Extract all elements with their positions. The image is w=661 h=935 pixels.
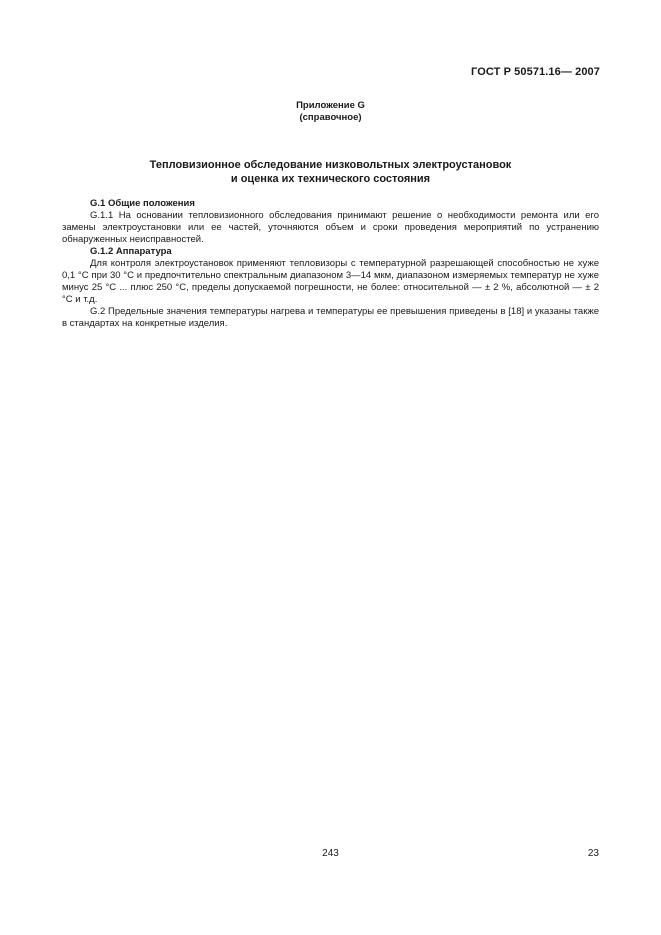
- appendix-heading: [0, 100, 661, 124]
- appendix-title-line-1: Тепловизионное обследование низковольтных электроустановок: [149, 159, 512, 171]
- appendix-note: (справочное): [299, 112, 362, 123]
- appendix-label: Приложение G: [296, 100, 365, 111]
- document-body: [62, 198, 599, 330]
- page-number-right: 23: [587, 848, 599, 859]
- paragraph-g1-2: Для контроля электроустановок применяют тепловизоры с температурной разрешающей способностью не хуже 0,1 °С при 30 °С и предпочтительно спектральным диапазоном 3—14 мкм, диапазоном измеряемых температур не хуже минус 25 °С ... плюс 250 °С, пределы допускаемой погрешности, не более: относительной — ± 2 %, абсолютной — ± 2 °С и т.д.: [62, 258, 599, 305]
- paragraph-g2: G.2 Предельные значения температуры нагрева и температуры ее превышения приведены в [18] и указаны также в стандартах на конкретные изделия.: [62, 306, 599, 329]
- appendix-title: [0, 158, 661, 186]
- appendix-title-line-2: и оценка их технического состояния: [230, 173, 431, 185]
- section-g1-2-heading: G.1.2 Аппаратура: [90, 246, 172, 257]
- paragraph-g1-1: G.1.1 На основании тепловизионного обследования принимают решение о необходимости ремонта или его замены электроустановки или ее частей, уточняются объем и сроки проведения мероприятий по устранению обнаруженных неисправностей.: [62, 210, 599, 245]
- page-number-center: 243: [322, 848, 339, 859]
- section-g1-heading: G.1 Общие положения: [90, 198, 195, 209]
- document-number: ГОСТ Р 50571.16— 2007: [471, 66, 600, 78]
